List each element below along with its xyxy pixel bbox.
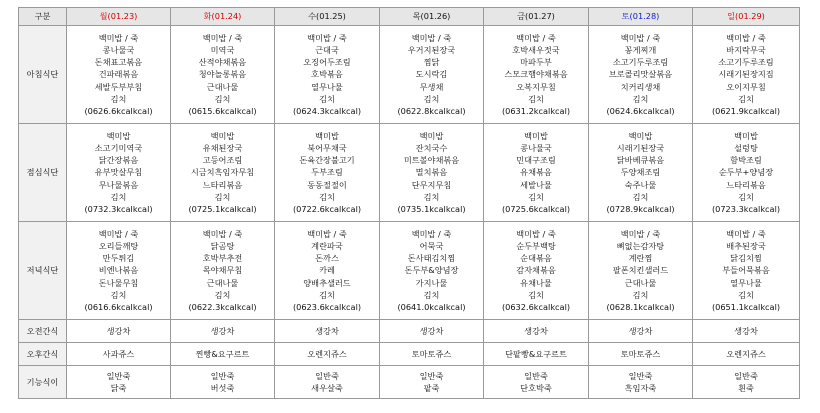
menu-item: 김치 [319, 289, 335, 300]
menu-item: 김치 [528, 289, 544, 300]
menu-item: 계란찜 [628, 253, 653, 264]
menu-item: 카레 [319, 265, 335, 276]
menu-item: 김치 [423, 289, 440, 300]
menu-item: 김치 [110, 289, 127, 300]
menu-item: 사과쥬스 [102, 348, 135, 359]
menu-item: 팥죽 [423, 383, 440, 393]
menu-item: 콩나물국 [520, 142, 552, 153]
meal-table-body [19, 26, 800, 399]
row-label: 아침식단 [19, 26, 67, 124]
menu-item: 백미밥 / 죽 [620, 32, 661, 43]
menu-item: 무나물볶음 [98, 179, 139, 190]
row-label: 오전간식 [19, 320, 67, 343]
menu-item: (0626.6kcalkcal) [84, 106, 153, 116]
row-label: 점심식단 [19, 124, 67, 222]
menu-item: 백미밥 / 죽 [202, 32, 243, 43]
menu-cell [171, 320, 275, 343]
menu-item: 돈사태김치찜 [407, 253, 456, 264]
menu-item: 시금치흑임자무침 [190, 167, 255, 178]
menu-cell [589, 343, 693, 366]
meal-plan-table-wrapper [18, 7, 799, 399]
menu-item: 스모크햄야채볶음 [504, 69, 568, 80]
day-date: (01.24) [211, 11, 242, 22]
menu-item: 백미밥 / 죽 [516, 228, 556, 239]
menu-item: 김치 [214, 289, 231, 300]
menu-item: 돈육간장불고기 [299, 155, 355, 166]
menu-item: 우거지된장국 [407, 44, 456, 55]
menu-item: 돈까스 [315, 253, 339, 264]
menu-item: 팔폰치킨샐러드 [612, 265, 669, 276]
menu-item: (0632.6kcalkcal) [501, 302, 571, 312]
menu-item: 생강차 [210, 325, 235, 336]
header-row [19, 8, 800, 26]
menu-item: (0651.1kcalkcal) [711, 302, 781, 312]
menu-item: 콩나물국 [102, 44, 135, 55]
menu-item: 미트볼야채볶음 [403, 155, 460, 166]
menu-item: 생강차 [315, 325, 339, 336]
table-row [19, 343, 800, 366]
menu-item: 백미밥 [315, 130, 339, 141]
menu-item: 어묵국 [419, 240, 444, 251]
menu-item: 동동절절이 [307, 179, 347, 190]
day-header [275, 8, 380, 26]
menu-item: 토마토쥬스 [411, 348, 452, 359]
menu-item: 부들어묵볶음 [722, 265, 770, 276]
menu-item: 열무나물 [311, 81, 343, 92]
menu-item: 두부조림 [311, 167, 343, 178]
row-label: 저녁식단 [19, 222, 67, 320]
menu-item: 김치 [423, 93, 440, 104]
menu-cell [380, 320, 484, 343]
menu-item: 닭간장볶음 [98, 155, 139, 166]
menu-item: 김치 [632, 93, 649, 104]
menu-item: 순두부+양념장 [718, 167, 774, 178]
day-date: (01.25) [316, 11, 346, 22]
menu-item: 소고기미역국 [94, 142, 143, 153]
menu-cell [380, 26, 484, 124]
menu-cell [67, 343, 171, 366]
menu-item: 호박볶음 [311, 69, 343, 80]
menu-item: 근대나물 [206, 277, 239, 288]
menu-item: 돈채표고볶음 [94, 57, 143, 68]
menu-item: 도시락김 [415, 69, 448, 80]
table-row [19, 366, 800, 399]
menu-item: 순대볶음 [520, 253, 552, 264]
day-name: 일 [727, 11, 736, 22]
category-header: 구분 [19, 8, 67, 26]
menu-item: 백미밥 / 죽 [726, 228, 766, 239]
menu-item: 양배추샐러드 [303, 277, 351, 288]
menu-item: 백미밥 [734, 130, 758, 141]
menu-cell [67, 222, 171, 320]
menu-item: 닭바베큐볶음 [616, 155, 665, 166]
table-row [19, 320, 800, 343]
day-date: (01.29) [735, 11, 765, 22]
menu-item: 백미밥 [524, 130, 548, 141]
menu-item: 설렁탕 [734, 142, 758, 153]
menu-item: 김치 [214, 191, 231, 202]
menu-item: 단호박죽 [520, 383, 552, 393]
menu-item: 순두부백탕 [516, 240, 556, 251]
day-header [67, 8, 171, 26]
day-date: (01.27) [525, 11, 555, 22]
menu-cell [171, 26, 275, 124]
menu-item: 시래기된장국 [616, 142, 665, 153]
menu-cell [171, 366, 275, 399]
day-date: (01.28) [629, 11, 660, 22]
menu-cell [693, 343, 800, 366]
menu-item: (0728.9kcalkcal) [606, 204, 675, 214]
menu-item: (0641.0kcalkcal) [397, 302, 466, 312]
day-header [380, 8, 484, 26]
table-row [19, 222, 800, 320]
menu-item: 함박조림 [730, 155, 762, 166]
menu-cell [275, 343, 380, 366]
menu-item: 유채나물 [520, 277, 552, 288]
menu-item: 호박새우젓국 [512, 44, 560, 55]
menu-item: (0725.6kcalkcal) [501, 204, 571, 214]
menu-item: 단무지무침 [411, 179, 452, 190]
menu-item: 산적야채볶음 [198, 57, 247, 68]
menu-item: 감자채볶음 [516, 265, 556, 276]
menu-item: (0735.1kcalkcal) [397, 204, 466, 214]
menu-item: 유채볶음 [520, 167, 552, 178]
day-header [693, 8, 800, 26]
menu-cell [67, 366, 171, 399]
menu-item: 숙주나물 [624, 179, 657, 190]
day-date: (01.26) [420, 11, 451, 22]
menu-cell [275, 320, 380, 343]
menu-item: 일반죽 [524, 370, 548, 381]
row-label: 오후간식 [19, 343, 67, 366]
menu-item: 백미밥 / 죽 [620, 228, 661, 239]
menu-item: 백미밥 / 죽 [516, 32, 556, 43]
menu-cell [380, 366, 484, 399]
menu-item: (0616.6kcalkcal) [84, 302, 153, 312]
menu-item: 백미밥 / 죽 [98, 32, 139, 43]
menu-item: (0615.6kcalkcal) [188, 106, 257, 116]
menu-item: 김치 [528, 191, 544, 202]
menu-item: (0622.8kcalkcal) [397, 106, 466, 116]
day-header [589, 8, 693, 26]
menu-cell [275, 26, 380, 124]
menu-cell [484, 26, 589, 124]
menu-item: 뼈없는감자탕 [616, 240, 665, 251]
table-row [19, 26, 800, 124]
menu-item: 미역국 [210, 44, 235, 55]
menu-item: 백미밥 [106, 130, 131, 141]
menu-item: 시래기된장지짐 [718, 69, 774, 80]
menu-cell [589, 320, 693, 343]
menu-item: 김치 [110, 93, 127, 104]
menu-item: 돈나물무침 [98, 277, 139, 288]
menu-item: 비엔나볶음 [98, 265, 139, 276]
menu-item: 김치 [738, 191, 754, 202]
menu-item: 세발나물 [520, 179, 552, 190]
menu-item: 김치 [319, 191, 335, 202]
menu-cell [275, 124, 380, 222]
day-date: (01.23) [107, 11, 138, 22]
menu-item: 근대나물 [624, 277, 657, 288]
menu-item: 무생채 [419, 81, 444, 92]
menu-item: 근대나물 [206, 81, 239, 92]
menu-cell [380, 222, 484, 320]
menu-item: 유부맛살무침 [94, 167, 143, 178]
menu-cell [484, 222, 589, 320]
menu-item: 오이지무침 [726, 81, 766, 92]
menu-cell [171, 222, 275, 320]
menu-item: 민대구조림 [516, 155, 556, 166]
menu-cell [67, 124, 171, 222]
menu-cell [484, 366, 589, 399]
menu-item: 찐빵&요구르트 [195, 348, 250, 359]
day-name: 수 [308, 11, 317, 22]
day-name: 토 [621, 11, 630, 22]
menu-item: 단팥빵&요구르트 [505, 348, 567, 359]
menu-item: 잔치국수 [415, 142, 448, 153]
menu-cell [693, 124, 800, 222]
day-header [484, 8, 589, 26]
menu-item: 만두튀김 [102, 253, 135, 264]
menu-item: 백미밥 [419, 130, 444, 141]
menu-item: 새우살죽 [311, 383, 343, 393]
day-name: 목 [412, 11, 421, 22]
menu-item: 김치 [738, 289, 754, 300]
menu-item: 느타리볶음 [726, 179, 766, 190]
menu-cell [484, 343, 589, 366]
menu-item: 닭곰탕 [210, 240, 235, 251]
menu-cell [171, 124, 275, 222]
menu-item: 백미밥 [628, 130, 653, 141]
menu-item: 생강차 [628, 325, 653, 336]
menu-item: 김치 [738, 93, 754, 104]
menu-item: 백미밥 / 죽 [411, 32, 452, 43]
menu-item: 오징어두조림 [303, 57, 351, 68]
menu-item: (0623.6kcalkcal) [292, 302, 362, 312]
menu-cell [484, 320, 589, 343]
menu-item: 돈두부&양념장 [404, 265, 459, 276]
menu-cell [693, 222, 800, 320]
menu-cell [693, 320, 800, 343]
menu-item: 백미밥 / 죽 [307, 228, 347, 239]
menu-item: 멸치볶음 [415, 167, 448, 178]
row-label: 기능식이 [19, 366, 67, 399]
menu-cell [171, 343, 275, 366]
menu-cell [589, 366, 693, 399]
menu-item: (0624.3kcalkcal) [292, 106, 362, 116]
menu-item: 찜닭 [423, 57, 440, 68]
menu-cell [693, 26, 800, 124]
menu-item: 일반죽 [315, 370, 339, 381]
menu-item: (0722.6kcalkcal) [292, 204, 362, 214]
menu-item: (0723.3kcalkcal) [711, 204, 781, 214]
menu-item: 열무나물 [730, 277, 762, 288]
menu-item: 생강차 [734, 325, 758, 336]
menu-item: 바지락무국 [726, 44, 766, 55]
weekly-meal-table [18, 7, 800, 399]
menu-item: 닭김치찜 [730, 253, 762, 264]
menu-item: 일반죽 [734, 370, 758, 381]
menu-cell [589, 124, 693, 222]
menu-item: 김치 [632, 191, 649, 202]
menu-item: (0725.1kcalkcal) [188, 204, 257, 214]
menu-item: 백미밥 / 죽 [98, 228, 139, 239]
menu-item: 청야놀롱볶음 [198, 69, 247, 80]
menu-item: 북어무채국 [307, 142, 347, 153]
menu-item: 오리들깨탕 [98, 240, 139, 251]
menu-item: 오렌지쥬스 [726, 348, 766, 359]
day-header [171, 8, 275, 26]
menu-cell [275, 222, 380, 320]
menu-item: 백미밥 / 죽 [411, 228, 452, 239]
menu-item: 치커리생채 [620, 81, 661, 92]
menu-item: (0621.9kcalkcal) [711, 106, 781, 116]
menu-item: (0624.6kcalkcal) [606, 106, 675, 116]
menu-item: 백미밥 [210, 130, 235, 141]
menu-item: 김치 [319, 93, 335, 104]
menu-cell [380, 124, 484, 222]
menu-item: 꽁게찌개 [624, 44, 657, 55]
menu-item: 오복지무침 [516, 81, 556, 92]
menu-item: 고등어조림 [202, 155, 243, 166]
menu-cell [380, 343, 484, 366]
menu-cell [589, 26, 693, 124]
menu-item: 계란파국 [311, 240, 343, 251]
menu-item: 건파래볶음 [98, 69, 139, 80]
menu-cell [693, 366, 800, 399]
menu-item: 마파두부 [520, 57, 552, 68]
menu-item: 브로콜리맛살볶음 [608, 69, 673, 80]
menu-item: 김치 [110, 191, 127, 202]
menu-cell [589, 222, 693, 320]
menu-item: 김치 [214, 93, 231, 104]
menu-cell [484, 124, 589, 222]
menu-item: 김치 [632, 289, 649, 300]
menu-item: 느타리볶음 [202, 179, 243, 190]
menu-item: 백미밥 / 죽 [307, 32, 347, 43]
menu-item: 일반죽 [106, 370, 131, 381]
menu-item: (0628.1kcalkcal) [606, 302, 675, 312]
table-row [19, 124, 800, 222]
menu-item: (0631.2kcalkcal) [501, 106, 571, 116]
menu-item: 유채된장국 [202, 142, 243, 153]
menu-item: 두양채조림 [620, 167, 661, 178]
menu-item: 닭죽 [110, 383, 127, 393]
menu-item: 근대국 [315, 44, 339, 55]
menu-item: (0732.3kcalkcal) [84, 204, 153, 214]
menu-item: 소고기두루조림 [718, 57, 774, 68]
menu-item: 가지나물 [415, 277, 448, 288]
menu-item: 토마토쥬스 [620, 348, 661, 359]
menu-item: (0622.3kcalkcal) [188, 302, 257, 312]
menu-item: 목야채무침 [202, 265, 243, 276]
menu-item: 일반죽 [419, 370, 444, 381]
menu-cell [67, 26, 171, 124]
menu-item: 흑임자죽 [624, 383, 657, 393]
menu-item: 생강차 [106, 325, 131, 336]
menu-item: 버섯죽 [210, 383, 235, 393]
menu-item: 일반죽 [628, 370, 653, 381]
menu-item: 호박부추전 [202, 253, 243, 264]
menu-item: 흰죽 [738, 383, 754, 393]
menu-item: 백미밥 / 죽 [202, 228, 243, 239]
menu-item: 오렌지쥬스 [307, 348, 347, 359]
menu-item: 일반죽 [210, 370, 235, 381]
menu-item: 배추된장국 [726, 240, 766, 251]
menu-item: 생강차 [524, 325, 548, 336]
day-name: 금 [517, 11, 526, 22]
menu-item: 세발두부부침 [94, 81, 143, 92]
menu-cell [275, 366, 380, 399]
menu-item: 백미밥 / 죽 [726, 32, 766, 43]
day-name: 화 [203, 11, 212, 22]
menu-cell [67, 320, 171, 343]
menu-item: 김치 [423, 191, 440, 202]
menu-item: 김치 [528, 93, 544, 104]
menu-item: 생강차 [419, 325, 444, 336]
day-name: 월 [99, 11, 108, 22]
menu-item: 소고기두루조림 [612, 57, 669, 68]
